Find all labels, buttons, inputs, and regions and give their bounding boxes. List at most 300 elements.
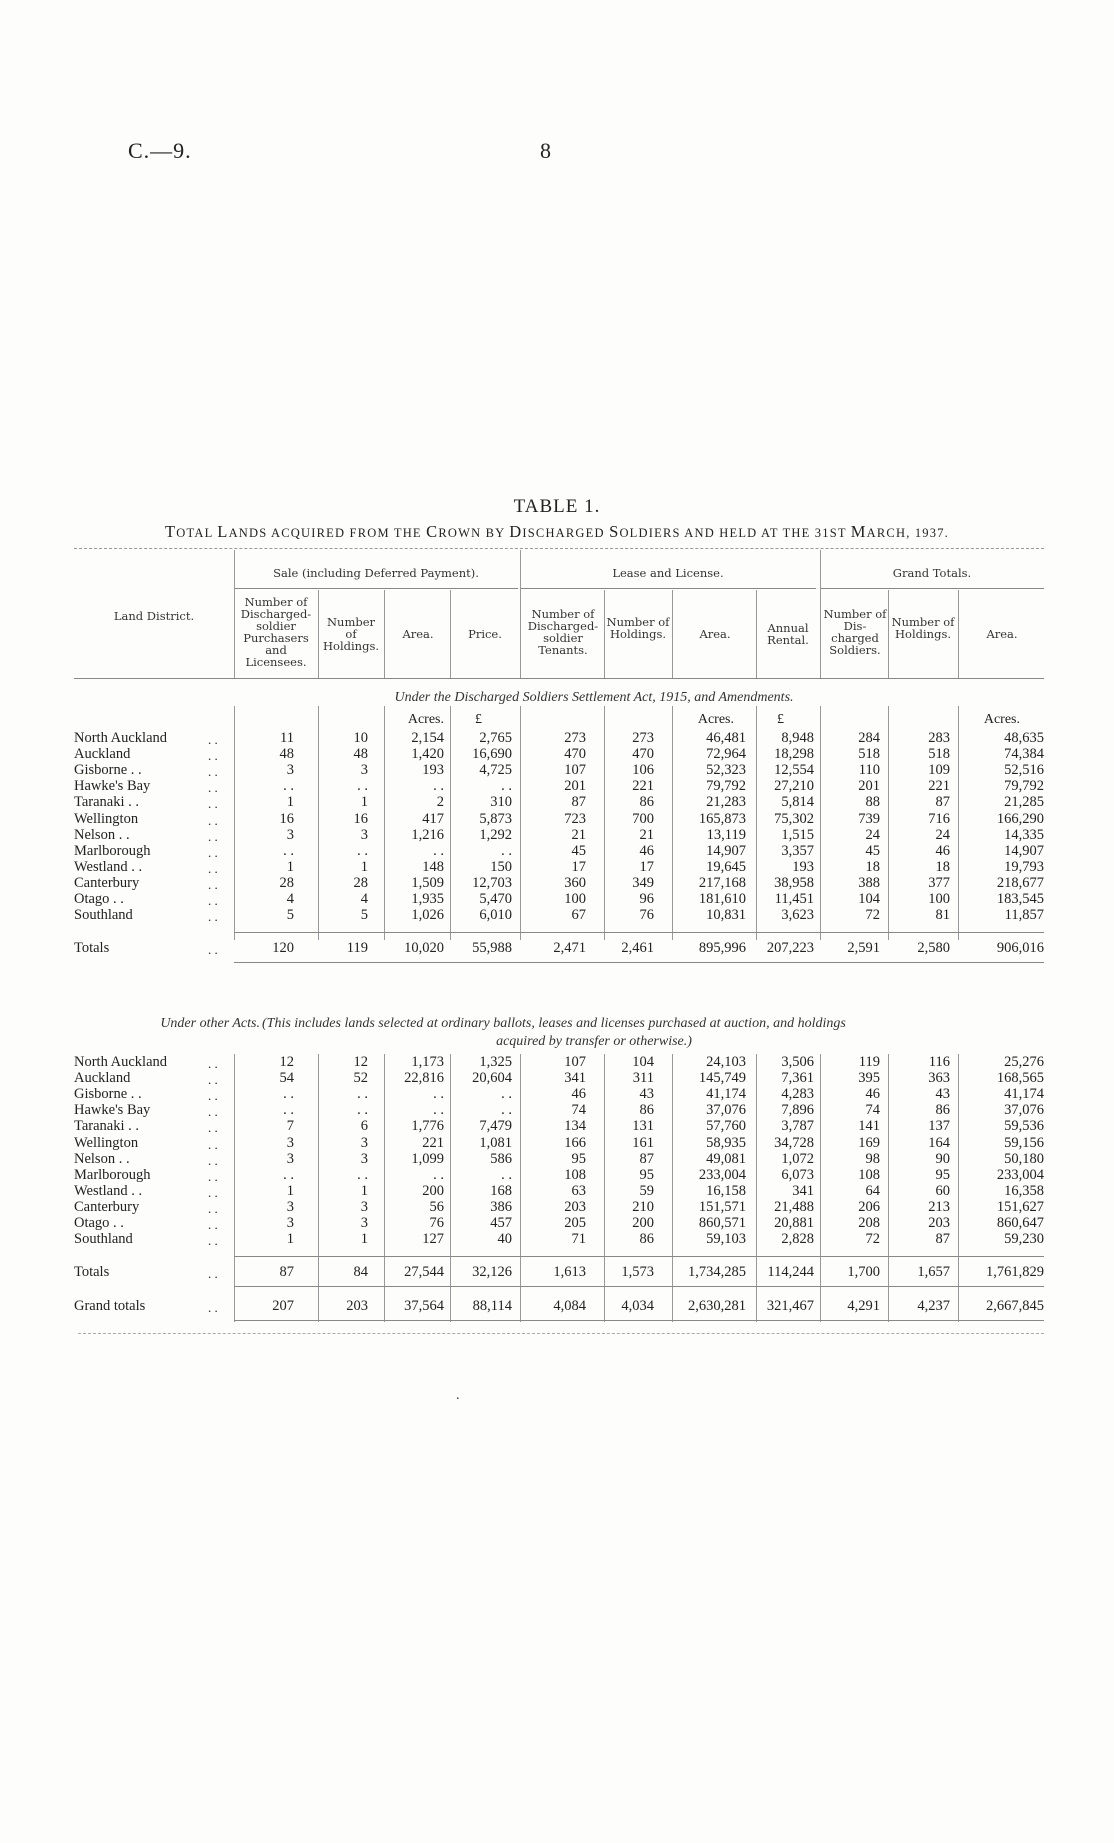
- row-district: Totals: [74, 1264, 110, 1280]
- row-cell: . .: [283, 1102, 294, 1119]
- column-rule: [958, 706, 959, 940]
- row-cell: 137: [928, 1118, 950, 1135]
- row-cell: 43: [935, 1086, 950, 1103]
- row-cell: 395: [858, 1070, 880, 1087]
- row-cell: 107: [564, 762, 586, 779]
- row-cell: 56: [429, 1198, 444, 1215]
- row-leader-dots: . .: [208, 844, 218, 860]
- row-cell: 5,873: [479, 810, 512, 827]
- row-cell: 6: [360, 1118, 368, 1135]
- row-cell: 3,787: [781, 1118, 814, 1135]
- header-vrule: [756, 590, 757, 678]
- row-cell: 48: [353, 746, 368, 763]
- row-cell: 74,384: [1004, 746, 1044, 763]
- row-cell: 24: [865, 826, 880, 843]
- row-cell: 2,667,845: [986, 1298, 1044, 1314]
- row-district: Marlborough: [74, 842, 151, 859]
- row-cell: 2: [436, 794, 444, 811]
- row-cell: 1,761,829: [986, 1264, 1044, 1280]
- row-cell: 273: [564, 730, 586, 746]
- row-cell: 86: [639, 1231, 654, 1248]
- row-cell: 46: [639, 842, 654, 859]
- row-cell: 2,471: [553, 940, 586, 956]
- header-grand-soldiers: Number of Dis-charged Soldiers.: [823, 607, 887, 657]
- row-cell: 201: [564, 778, 586, 795]
- unit-pound-sale: £: [475, 712, 482, 727]
- row-cell: . .: [501, 1086, 512, 1103]
- header-vrule: [958, 590, 959, 678]
- column-rule: [888, 1054, 889, 1322]
- row-cell: . .: [357, 778, 368, 795]
- row-leader-dots: . .: [208, 1200, 218, 1216]
- row-cell: 168,565: [996, 1070, 1044, 1087]
- row-cell: 11,857: [1004, 907, 1044, 924]
- section2-note-text: (This includes lands selected at ordinary ballots, leases and licenses purchased at auction, and holdings: [262, 1016, 846, 1031]
- row-cell: 217,168: [698, 874, 746, 891]
- row-cell: 16,690: [472, 746, 512, 763]
- header-vrule: [234, 550, 235, 678]
- row-cell: 4,034: [621, 1298, 654, 1314]
- row-cell: 59: [639, 1182, 654, 1199]
- row-cell: 207,223: [766, 940, 814, 956]
- row-cell: 18,298: [774, 746, 814, 763]
- header-district: Land District.: [113, 609, 195, 623]
- row-district: Southland: [74, 1231, 133, 1248]
- row-cell: 127: [422, 1231, 444, 1248]
- row-cell: 95: [571, 1150, 586, 1167]
- row-district: Westland . .: [74, 858, 143, 875]
- row-cell: 3: [360, 1198, 368, 1215]
- row-district: Westland . .: [74, 1182, 143, 1199]
- header-bottom-rule: [74, 678, 1044, 679]
- group-label-lease: Lease and License.: [612, 566, 724, 580]
- row-cell: 59,230: [1004, 1231, 1044, 1248]
- row-cell: 7,479: [479, 1118, 512, 1135]
- row-cell: . .: [501, 842, 512, 859]
- row-cell: 906,016: [996, 940, 1044, 956]
- row-cell: 3,623: [781, 907, 814, 924]
- row-leader-dots: . .: [208, 1056, 218, 1071]
- row-cell: 27,210: [774, 778, 814, 795]
- row-cell: 52,516: [1004, 762, 1044, 779]
- row-cell: 200: [632, 1215, 654, 1231]
- column-rule: [450, 706, 451, 940]
- row-cell: 860,571: [698, 1215, 746, 1231]
- row-cell: 5: [286, 907, 294, 924]
- row-cell: 377: [928, 874, 950, 891]
- row-cell: 166: [564, 1134, 586, 1151]
- row-cell: 321,467: [766, 1298, 814, 1314]
- row-cell: 88: [865, 794, 880, 811]
- row-cell: 1,573: [621, 1264, 654, 1280]
- header-grand-holdings: Number of Holdings.: [891, 615, 955, 641]
- row-cell: 1: [286, 858, 294, 875]
- row-cell: 34,728: [774, 1134, 814, 1151]
- row-cell: 74: [865, 1102, 880, 1119]
- row-leader-dots: . .: [208, 1104, 218, 1120]
- row-cell: 8,948: [781, 730, 814, 746]
- row-cell: 98: [865, 1150, 880, 1167]
- row-cell: 18: [935, 858, 950, 875]
- row-cell: 5,470: [479, 891, 512, 907]
- row-cell: 233,004: [698, 1166, 746, 1183]
- row-cell: 193: [792, 858, 814, 875]
- page-number: 8: [540, 138, 551, 163]
- row-cell: 4: [360, 891, 368, 907]
- row-cell: 169: [858, 1134, 880, 1151]
- row-leader-dots: . .: [208, 828, 218, 844]
- row-cell: 28: [279, 874, 294, 891]
- column-rule: [520, 706, 521, 940]
- row-cell: 20,881: [774, 1215, 814, 1231]
- row-cell: 21,488: [774, 1198, 814, 1215]
- row-cell: 166,290: [996, 810, 1044, 827]
- column-rule: [888, 706, 889, 940]
- table-subtitle: TOTAL LANDS ACQUIRED FROM THE CROWN BY DISCHARGED SOLDIERS AND HELD AT THE 31ST MARCH, 1937.: [165, 522, 949, 541]
- row-cell: 71: [571, 1231, 586, 1248]
- row-leader-dots: . .: [208, 1088, 218, 1104]
- row-cell: 1: [286, 1182, 294, 1199]
- row-cell: 388: [858, 874, 880, 891]
- row-cell: 38,958: [774, 874, 814, 891]
- unit-acres-grand: Acres.: [983, 712, 1020, 727]
- row-cell: 28: [353, 874, 368, 891]
- row-cell: 72: [865, 1231, 880, 1248]
- row-cell: 86: [935, 1102, 950, 1119]
- row-district: Wellington: [74, 1134, 139, 1151]
- row-cell: 27,544: [404, 1264, 444, 1280]
- header-vrule: [604, 590, 605, 678]
- row-cell: 20,604: [472, 1070, 512, 1087]
- row-district: Canterbury: [74, 1198, 140, 1215]
- row-cell: 3: [286, 1150, 294, 1167]
- unit-acres-lease: Acres.: [697, 712, 734, 727]
- row-cell: 45: [571, 842, 586, 859]
- row-leader-dots: . .: [208, 1120, 218, 1136]
- unit-pound-lease: £: [777, 712, 784, 727]
- row-cell: 45: [865, 842, 880, 859]
- row-cell: 145,749: [698, 1070, 746, 1087]
- row-cell: 87: [279, 1264, 294, 1280]
- column-rule: [234, 706, 235, 940]
- row-cell: . .: [357, 1102, 368, 1119]
- row-cell: 4,084: [553, 1298, 586, 1314]
- row-cell: 19,645: [706, 858, 746, 875]
- row-district: Auckland: [74, 746, 131, 763]
- totals-rule: [234, 932, 1044, 933]
- row-cell: 2,591: [847, 940, 880, 956]
- row-cell: 3: [360, 1150, 368, 1167]
- row-cell: 100: [564, 891, 586, 907]
- row-cell: 716: [928, 810, 950, 827]
- row-cell: 57,760: [706, 1118, 746, 1135]
- column-rule: [604, 706, 605, 940]
- row-cell: 1,072: [781, 1150, 814, 1167]
- row-cell: 17: [571, 858, 586, 875]
- row-cell: 10,020: [404, 940, 444, 956]
- column-rule: [234, 1054, 235, 1322]
- row-cell: 3: [286, 1134, 294, 1151]
- row-cell: 104: [632, 1054, 654, 1070]
- header-lease-rental: Annual Rental.: [767, 621, 809, 647]
- row-cell: 221: [422, 1134, 444, 1151]
- row-cell: 14,907: [1004, 842, 1044, 859]
- row-cell: . .: [433, 1086, 444, 1103]
- row-district: Canterbury: [74, 874, 140, 891]
- row-cell: 104: [858, 891, 880, 907]
- row-cell: 165,873: [698, 810, 746, 827]
- row-cell: 2,828: [781, 1231, 814, 1248]
- row-cell: . .: [283, 1166, 294, 1183]
- row-cell: 55,988: [472, 940, 512, 956]
- totals-rule: [234, 1286, 1044, 1287]
- row-cell: 59,536: [1004, 1118, 1044, 1135]
- row-cell: 24: [935, 826, 950, 843]
- column-rule: [520, 1054, 521, 1322]
- row-cell: 17: [639, 858, 654, 875]
- row-cell: 119: [346, 940, 368, 956]
- row-cell: 7: [286, 1118, 294, 1135]
- row-district: Hawke's Bay: [74, 778, 151, 795]
- row-cell: . .: [357, 1166, 368, 1183]
- row-cell: 106: [632, 762, 654, 779]
- header-grand-area: Area.: [986, 627, 1018, 641]
- row-cell: 116: [928, 1054, 950, 1070]
- row-cell: 1,734,285: [688, 1264, 746, 1280]
- row-cell: 1,216: [411, 826, 444, 843]
- row-cell: 164: [928, 1134, 950, 1151]
- row-cell: 107: [564, 1054, 586, 1070]
- column-rule: [672, 706, 673, 940]
- row-cell: 79,792: [1004, 778, 1044, 795]
- row-cell: 586: [490, 1150, 512, 1167]
- row-district: Taranaki . .: [74, 794, 140, 811]
- row-cell: 208: [858, 1215, 880, 1231]
- row-leader-dots: . .: [208, 909, 218, 925]
- row-cell: 700: [632, 810, 654, 827]
- row-cell: 14,335: [1004, 826, 1044, 843]
- row-cell: . .: [501, 1102, 512, 1119]
- group-label-sale: Sale (including Deferred Payment).: [273, 566, 479, 580]
- row-cell: 81: [935, 907, 950, 924]
- column-rule: [384, 706, 385, 940]
- row-cell: 114,244: [767, 1264, 814, 1280]
- row-leader-dots: . .: [208, 732, 218, 747]
- row-cell: 148: [422, 858, 444, 875]
- section2-note-text-cont: acquired by transfer or otherwise.): [496, 1034, 692, 1049]
- row-cell: 284: [858, 730, 880, 746]
- row-leader-dots: . .: [208, 1266, 218, 1281]
- row-cell: 63: [571, 1182, 586, 1199]
- row-cell: . .: [501, 1166, 512, 1183]
- row-cell: 46: [865, 1086, 880, 1103]
- row-cell: 58,935: [706, 1134, 746, 1151]
- row-cell: 7,896: [781, 1102, 814, 1119]
- row-cell: . .: [433, 778, 444, 795]
- row-cell: 76: [639, 907, 654, 924]
- row-cell: 100: [928, 891, 950, 907]
- row-cell: 3,506: [781, 1054, 814, 1070]
- row-cell: 1,173: [411, 1054, 444, 1070]
- row-cell: 739: [858, 810, 880, 827]
- row-cell: 518: [858, 746, 880, 763]
- row-cell: 1,099: [411, 1150, 444, 1167]
- row-cell: 109: [928, 762, 950, 779]
- row-cell: 32,126: [472, 1264, 512, 1280]
- row-cell: 341: [792, 1182, 814, 1199]
- row-cell: . .: [283, 778, 294, 795]
- row-cell: 95: [639, 1166, 654, 1183]
- row-district: Taranaki . .: [74, 1118, 140, 1135]
- row-cell: 108: [564, 1166, 586, 1183]
- row-cell: 3: [286, 1198, 294, 1215]
- column-rule: [450, 1054, 451, 1322]
- row-district: Gisborne . .: [74, 1086, 142, 1103]
- row-cell: 21: [639, 826, 654, 843]
- row-cell: 518: [928, 746, 950, 763]
- row-cell: 417: [422, 810, 444, 827]
- row-cell: 43: [639, 1086, 654, 1103]
- row-cell: 59,103: [706, 1231, 746, 1248]
- column-rule: [958, 1054, 959, 1322]
- row-cell: 87: [639, 1150, 654, 1167]
- row-cell: 386: [490, 1198, 512, 1215]
- table-title: TABLE 1.: [513, 496, 601, 517]
- row-district: Nelson . .: [74, 826, 130, 843]
- row-cell: 457: [490, 1215, 512, 1231]
- row-cell: 203: [928, 1215, 950, 1231]
- row-cell: 6,073: [781, 1166, 814, 1183]
- row-cell: 860,647: [996, 1215, 1044, 1231]
- group-rule-lease: [520, 588, 816, 589]
- row-cell: 207: [272, 1298, 294, 1314]
- column-rule: [756, 1054, 757, 1322]
- header-vrule: [384, 590, 385, 678]
- row-cell: 206: [858, 1198, 880, 1215]
- row-cell: 203: [346, 1298, 368, 1314]
- unit-acres-sale: Acres.: [407, 712, 444, 727]
- row-cell: 46,481: [706, 730, 746, 746]
- row-cell: 151,627: [996, 1198, 1044, 1215]
- row-cell: . .: [501, 778, 512, 795]
- section2-note-label: Under other Acts.: [160, 1016, 260, 1031]
- row-cell: 110: [858, 762, 880, 779]
- row-cell: 210: [632, 1198, 654, 1215]
- row-cell: 183,545: [996, 891, 1044, 907]
- row-cell: 218,677: [996, 874, 1044, 891]
- row-cell: 41,174: [1004, 1086, 1044, 1103]
- row-cell: 108: [858, 1166, 880, 1183]
- row-cell: 21: [571, 826, 586, 843]
- row-cell: 16,358: [1004, 1182, 1044, 1199]
- row-cell: 1: [360, 1182, 368, 1199]
- row-cell: 18: [865, 858, 880, 875]
- row-district: Hawke's Bay: [74, 1102, 151, 1119]
- row-district: North Auckland: [74, 1054, 168, 1070]
- row-cell: 48: [279, 746, 294, 763]
- header-vrule: [888, 590, 889, 678]
- row-cell: 50,180: [1004, 1150, 1044, 1167]
- row-district: Nelson . .: [74, 1150, 130, 1167]
- row-cell: 2,461: [621, 940, 654, 956]
- row-cell: 3: [360, 826, 368, 843]
- row-cell: 76: [429, 1215, 444, 1231]
- row-district: Otago . .: [74, 1215, 124, 1231]
- row-cell: 161: [632, 1134, 654, 1151]
- row-cell: 25,276: [1004, 1054, 1044, 1070]
- row-cell: 1,935: [411, 891, 444, 907]
- row-cell: 12: [279, 1054, 294, 1070]
- header-lease-area: Area.: [699, 627, 731, 641]
- row-cell: 1: [360, 1231, 368, 1248]
- row-cell: 341: [564, 1070, 586, 1087]
- row-cell: 1,657: [917, 1264, 950, 1280]
- row-cell: 181,610: [698, 891, 746, 907]
- header-vrule: [820, 550, 821, 678]
- row-cell: 134: [564, 1118, 586, 1135]
- row-cell: 200: [422, 1182, 444, 1199]
- row-cell: 74: [571, 1102, 586, 1119]
- row-cell: 12,703: [472, 874, 512, 891]
- row-cell: 1: [360, 794, 368, 811]
- row-cell: . .: [283, 842, 294, 859]
- row-cell: 37,076: [1004, 1102, 1044, 1119]
- section1-note: Under the Discharged Soldiers Settlement Act, 1915, and Amendments.: [394, 690, 794, 705]
- row-cell: 11: [280, 730, 294, 746]
- row-cell: 3: [286, 826, 294, 843]
- row-leader-dots: . .: [208, 1233, 218, 1249]
- row-cell: 10: [353, 730, 368, 746]
- row-district: Totals: [74, 940, 110, 956]
- row-cell: 470: [564, 746, 586, 763]
- row-cell: 470: [632, 746, 654, 763]
- row-cell: 5,814: [781, 794, 814, 811]
- row-leader-dots: . .: [208, 860, 218, 876]
- row-cell: 2,154: [411, 730, 444, 746]
- header-vrule: [672, 590, 673, 678]
- row-cell: 13,119: [706, 826, 746, 843]
- row-leader-dots: . .: [208, 1072, 218, 1088]
- row-cell: 41,174: [706, 1086, 746, 1103]
- row-leader-dots: . .: [208, 1168, 218, 1184]
- row-cell: 3: [286, 1215, 294, 1231]
- row-cell: 16: [353, 810, 368, 827]
- row-cell: 723: [564, 810, 586, 827]
- row-leader-dots: . .: [208, 1217, 218, 1232]
- row-cell: 37,564: [404, 1298, 444, 1314]
- row-cell: 3,357: [781, 842, 814, 859]
- row-cell: 3: [360, 1215, 368, 1231]
- row-district: Gisborne . .: [74, 762, 142, 779]
- row-cell: 3: [286, 762, 294, 779]
- row-cell: . .: [433, 842, 444, 859]
- row-leader-dots: . .: [208, 876, 218, 892]
- row-cell: 311: [632, 1070, 654, 1087]
- row-district: North Auckland: [74, 730, 168, 746]
- row-cell: 3: [360, 762, 368, 779]
- row-cell: . .: [357, 842, 368, 859]
- column-rule: [384, 1054, 385, 1322]
- row-leader-dots: . .: [208, 796, 218, 812]
- table-bottom-rule: [78, 1333, 1044, 1334]
- row-cell: 4,291: [847, 1298, 880, 1314]
- row-cell: 283: [928, 730, 950, 746]
- row-cell: 86: [639, 794, 654, 811]
- row-cell: 150: [490, 858, 512, 875]
- row-cell: 1,509: [411, 874, 444, 891]
- row-cell: 10,831: [706, 907, 746, 924]
- row-cell: 203: [564, 1198, 586, 1215]
